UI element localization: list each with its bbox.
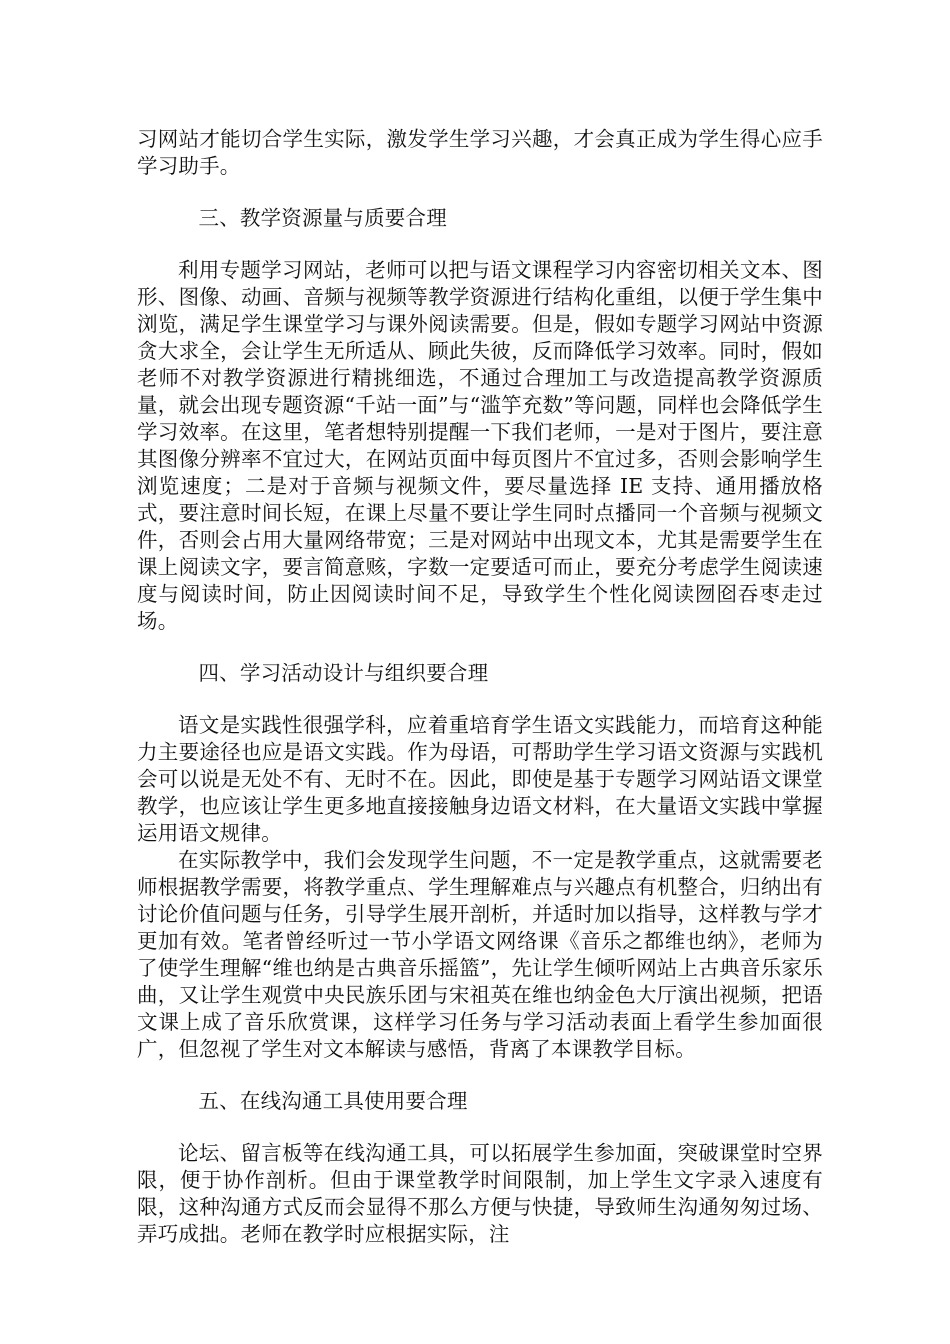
section-3-paragraph: 利用专题学习网站，老师可以把与语文课程学习内容密切相关文本、图形、图像、动画、音频与视频等教学资源进行结构化重组，以便于学生集中浏览，满足学生课堂学习与课外阅读需要。但是，假如专题学习网站中资源贪大求全，会让学生无所适从、顾此失彼，反而降低学习效率。同时，假如老师不对教学资源进行精挑细选，不通过合理加工与改造提高教学资源质量，就会出现专题资源“千站一面”与“滥竽充数”等问题，同样也会降低学生学习效率。在这里，笔者想特别提醒一下我们老师，一是对于图片，要注意其图像分辨率不宜过大，在网站页面中每页图片不宜过多，否则会影响学生浏览速度；二是对于音频与视频文件，要尽量选择 IE 支持、通用播放格式，要注意时间长短，在课上尽量不要让学生同时点播同一个音频与视频文件，否则会占用大量网络带宽；三是对网站中出现文本，尤其是需要学生在课上阅读文字，要言简意赅，字数一定要适可而止，要充分考虑学生阅读速度与阅读时间，防止因阅读时间不足，导致学生个性化阅读囫囵吞枣走过场。 bbox=[137, 258, 823, 633]
document-body bbox=[137, 126, 823, 1248]
section-heading-4: 四、学习活动设计与组织要合理 bbox=[198, 661, 489, 685]
section-heading-3: 三、教学资源量与质要合理 bbox=[198, 206, 447, 230]
section-heading-5: 五、在线沟通工具使用要合理 bbox=[198, 1089, 468, 1113]
paragraph-continuation: 习网站才能切合学生实际，激发学生学习兴趣，才会真正成为学生得心应手学习助手。 bbox=[137, 127, 823, 178]
section-4-paragraph-1: 语文是实践性很强学科，应着重培育学生语文实践能力，而培育这种能力主要途径也应是语文实践。作为母语，可帮助学生学习语文资源与实践机会可以说是无处不有、无时不在。因此，即使是基于专题学习网站语文课堂教学，也应该让学生更多地直接接触身边语文材料，在大量语文实践中掌握运用语文规律。 bbox=[137, 713, 823, 845]
section-4-paragraph-2: 在实际教学中，我们会发现学生问题，不一定是教学重点，这就需要老师根据教学需要，将教学重点、学生理解难点与兴趣点有机整合，归纳出有讨论价值问题与任务，引导学生展开剖析，并适时加以指导，这样教与学才更加有效。笔者曾经听过一节小学语文网络课《音乐之都维也纳》，老师为了使学生理解“维也纳是古典音乐摇篮”，先让学生倾听网站上古典音乐家乐曲，又让学生观赏中央民族乐团与宋祖英在维也纳金色大厅演出视频，把语文课上成了音乐欣赏课，这样学习任务与学习活动表面上看学生参加面很广，但忽视了学生对文本解读与感悟，背离了本课教学目标。 bbox=[137, 848, 823, 1061]
section-5-paragraph: 论坛、留言板等在线沟通工具，可以拓展学生参加面，突破课堂时空界限，便于协作剖析。但由于课堂教学时间限制，加上学生文字录入速度有限，这种沟通方式反而会显得不那么方便与快捷，导致师生沟通匆匆过场、弄巧成拙。老师在教学时应根据实际，注 bbox=[137, 1141, 823, 1246]
